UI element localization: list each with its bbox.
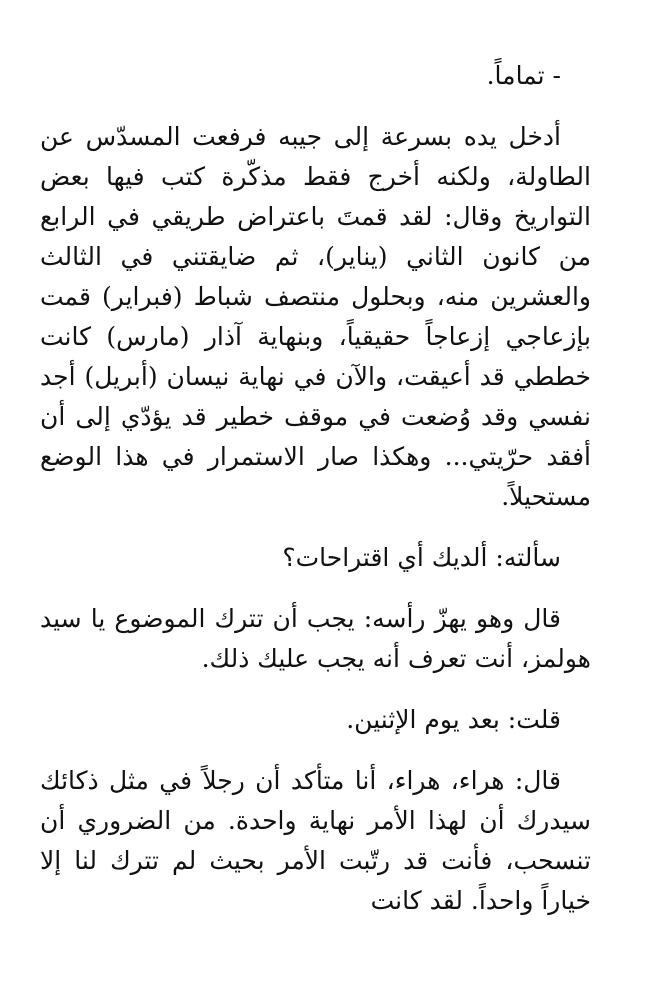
paragraph-4: قال وهو يهزّ رأسه: يجب أن تترك الموضوع يا سيد هولمز، أنت تعرف أنه يجب عليك ذلك. (40, 604, 591, 673)
paragraph-3: سألته: ألديك أي اقتراحات؟ (282, 543, 561, 572)
paragraph-2: أدخل يده بسرعة إلى جيبه فرفعت المسدّس عن الطاولة، ولكنه أخرج فقط مذكّرة كتب فيها بعض التواريخ وقال: لقد قمتَ باعتراض طريقي في الرابع من كانون الثاني (يناير)، ثم ضايقتني في الثالث والعشرين منه، وبحلول منتصف شباط (فبراير) قمت بإزعاجي إزعاجاً حقيقياً، وبنهاية آذار (مارس) كانت خططي قد أعيقت، والآن في نهاية نيسان (أبريل) أجد نفسي وقد وُضعت في موقف خطير قد يؤدّي إلى أن أفقد حرّيتي... وهكذا صار الاستمرار في هذا الوضع مستحيلاً. (40, 122, 591, 511)
paragraph-6: قال: هراء، هراء، أنا متأكد أن رجلاً في مثل ذكائك سيدرك أن لهذا الأمر نهاية واحدة. من الضروري أن تنسحب، فأنت قد رتّبت الأمر بحيث لم تترك لنا إلا خياراً واحداً. لقد كانت (40, 766, 591, 915)
paragraph-1: - تماماً. (486, 61, 561, 90)
paragraph-5: قلت: بعد يوم الإثنين. (346, 705, 561, 734)
